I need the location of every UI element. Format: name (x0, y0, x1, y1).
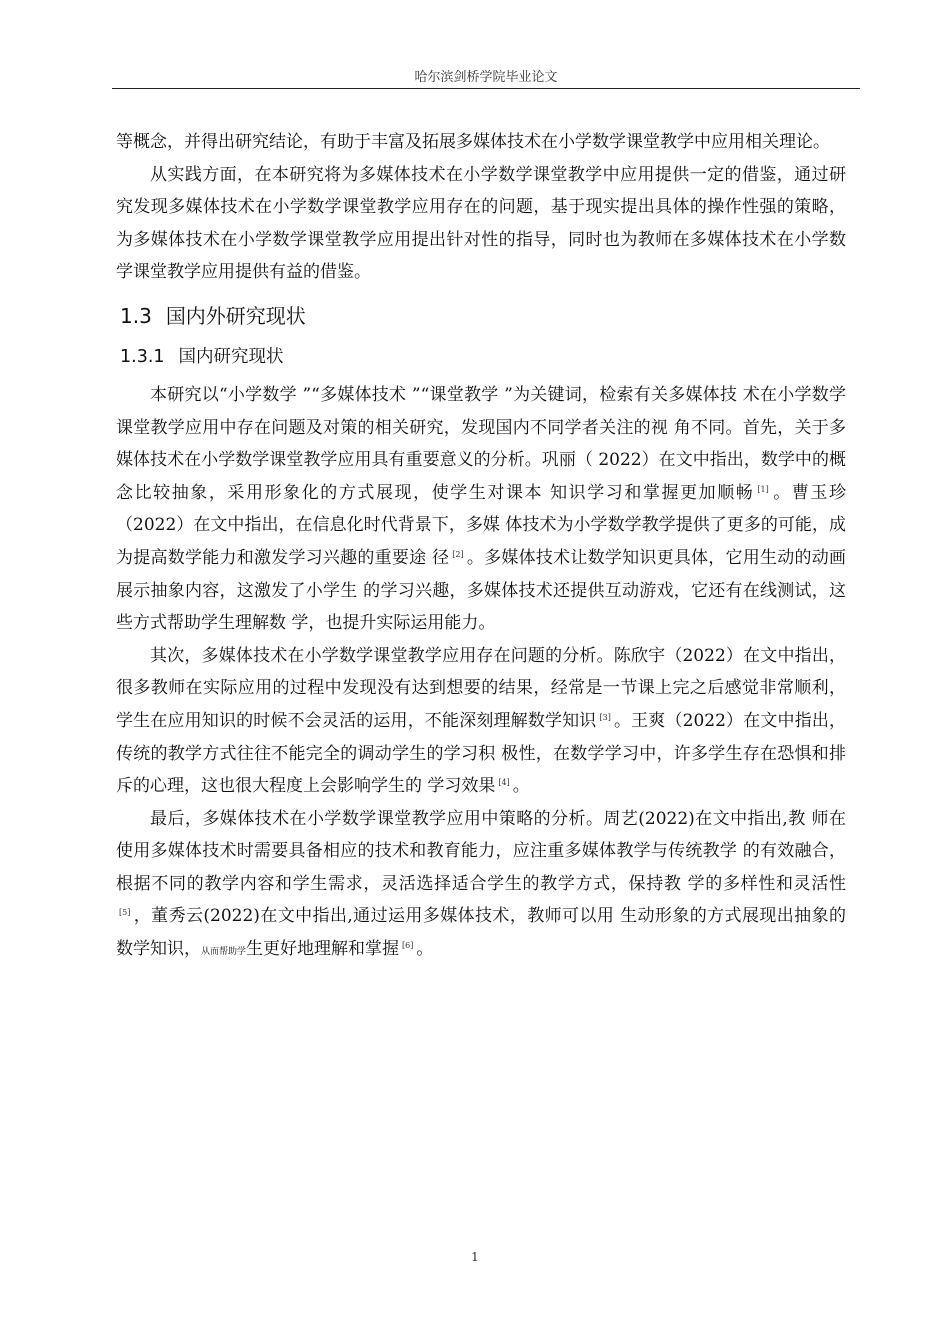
text-span: 生更好地理解和掌握 (246, 939, 400, 960)
section-number: 1.3 (120, 303, 152, 328)
body-text (116, 126, 846, 969)
text-span: 。 (512, 776, 530, 797)
text-span: 。曹玉珍（2022）在文中指出，在信息化时代背景下，多媒 体技术为小学数学教学提供了更多的可能，成为提高数学能力和激发学习兴趣的重要途 径 (116, 482, 847, 568)
section-title: 国内外研究现状 (165, 303, 306, 328)
subsection-heading (120, 341, 846, 373)
text-span: 本研究以“小学数学 ”“多媒体技术 ”“课堂教学 ”为关键词，检索有关多媒体技 术在小学数学课堂教学应用中存在问题及对策的相关研究，发现国内不同学者关注的视 角不同。首先，关于多媒体技术在小学数学课堂教学应用具有重要意义的分析。巩丽（ 2022）在文中指出，数学中的概念比较抽象，采用形象化的方式展现，使学生对课本 知识学习和掌握更加顺畅 (116, 384, 846, 503)
section-heading (120, 299, 846, 333)
page-number: 1 (471, 1250, 479, 1264)
text-span: ，董秀云(2022)在文中指出,通过运用多媒体技术，教师可以用 生动形象的方式展现出抽象的数学知识， (116, 906, 846, 960)
text-span: 。王爽（2022）在文中指出，传统的教学方式往往不能完全的调动学生的学习积 极性，在数学学习中，许多学生存在恐惧和排斥的心理，这也很大程度上会影响学生的 学习效果 (116, 710, 847, 797)
text-span: 。 (416, 939, 434, 960)
running-header: 哈尔滨剑桥学院毕业论文 (414, 70, 558, 85)
small-text-span: 从而帮助学 (201, 947, 247, 958)
subsection-title: 国内研究现状 (178, 346, 284, 367)
paragraph-problems (116, 640, 846, 803)
paragraph-strategies (116, 803, 846, 969)
citation-ref: [1] (757, 484, 769, 494)
citation-ref: [6] (402, 941, 414, 951)
citation-ref: [2] (452, 549, 464, 559)
citation-ref: [3] (599, 712, 611, 722)
text-span: 最后，多媒体技术在小学数学课堂教学应用中策略的分析。周艺(2022)在文中指出,教 师在使用多媒体技术时需要具备相应的技术和教育能力，应注重多媒体教学与传统教学 的有效融合，根据不同的教学内容和学生需求，灵活选择适合学生的教学方式，保持教 学的多样性和灵活性 (116, 808, 846, 894)
paragraph-significance (116, 379, 846, 640)
paragraph-theory-continued: 等概念，并得出研究结论，有助于丰富及拓展多媒体技术在小学数学课堂教学中应用相关理论。 (116, 132, 830, 152)
citation-ref: [4] (498, 778, 510, 788)
paragraph-practice: 从实践方面，在本研究将为多媒体技术在小学数学课堂教学中应用提供一定的借鉴，通过研究发现多媒体技术在小学数学课堂教学应用存在的问题，基于现实提出具体的操作性强的策略，为多媒体技术在小学数学课堂教学应用提出针对性的指导，同时也为教师在多媒体技术在小学数学课堂教学应用提供有益的借鉴。 (116, 164, 846, 283)
header-rule (112, 88, 860, 89)
subsection-number: 1.3.1 (120, 346, 165, 367)
citation-ref: [5] (119, 908, 131, 918)
text-span: 。多媒体技术让数学知识更具体，它用生动的动画展示抽象内容，这激发了小学生 的学习兴趣，多媒体技术还提供互动游戏，它还有在线测试，这些方式帮助学生理解数 学，也提升实际运用能力。 (116, 547, 847, 634)
text-span: 其次，多媒体技术在小学数学课堂教学应用存在问题的分析。陈欣宇（2022）在文中指出，很多教师在实际应用的过程中发现没有达到想要的结果，经常是一节课上完之后感觉非常顺利，学生在应用知识的时候不会灵活的运用，不能深刻理解数学知识 (116, 645, 846, 731)
